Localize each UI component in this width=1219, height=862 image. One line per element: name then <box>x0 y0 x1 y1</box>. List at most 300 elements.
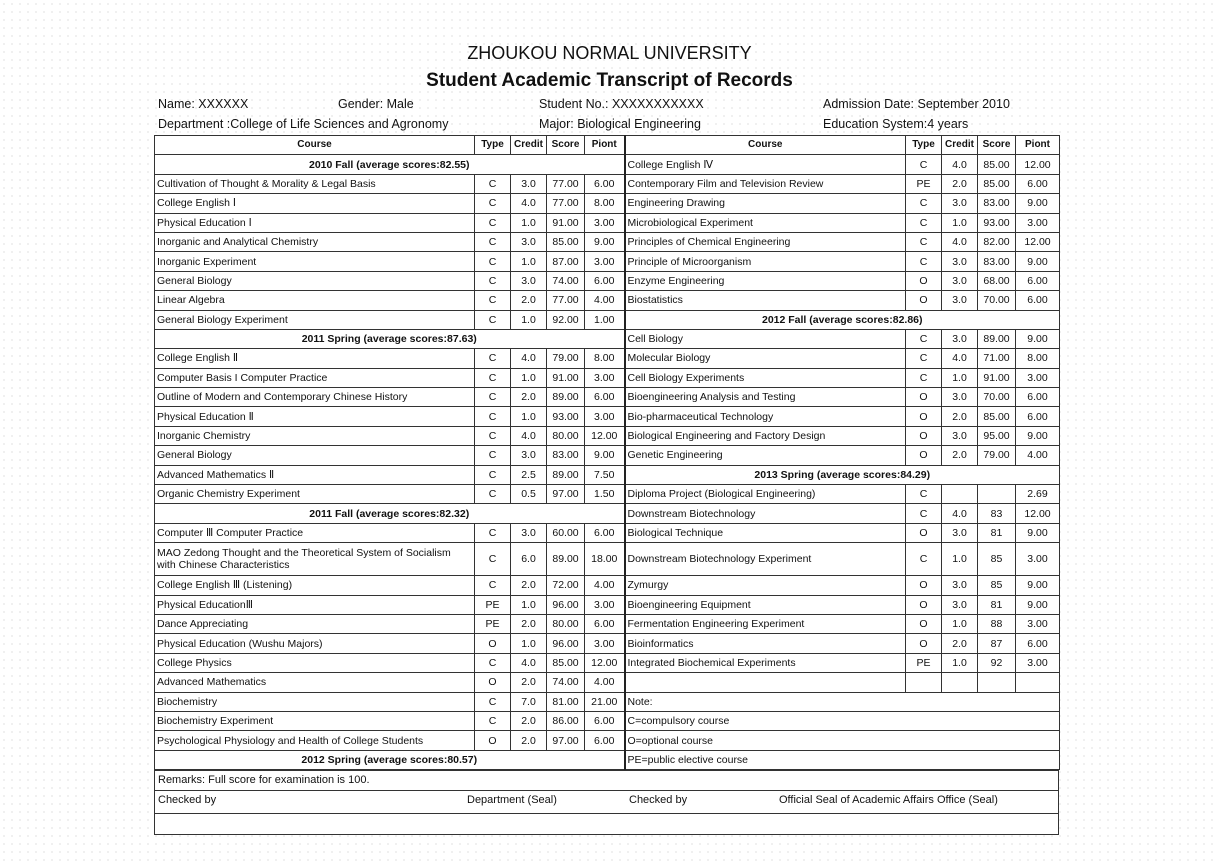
cell-course: Linear Algebra <box>155 291 475 310</box>
cell-type: O <box>475 673 511 692</box>
cell-course: College English Ⅰ <box>155 194 475 213</box>
cell-type: C <box>906 194 942 213</box>
cell-type: C <box>475 711 511 730</box>
department: Department :College of Life Sciences and Agronomy <box>158 117 449 131</box>
cell-type: C <box>475 291 511 310</box>
cell-course: Biostatistics <box>625 291 906 310</box>
cell-point: 12.00 <box>585 426 625 445</box>
education-system: Education System:4 years <box>823 117 969 131</box>
cell-course: College English Ⅳ <box>625 155 906 174</box>
cell-point: 3.00 <box>585 407 625 426</box>
cell-score: 79.00 <box>978 446 1016 465</box>
cell-type: C <box>475 174 511 193</box>
cell-type: C <box>906 155 942 174</box>
cell-type: O <box>906 595 942 614</box>
cell-course: Principles of Chemical Engineering <box>625 232 906 251</box>
cell-point: 7.50 <box>585 465 625 484</box>
cell-point: 3.00 <box>1016 653 1060 672</box>
cell-type: O <box>475 634 511 653</box>
cell-point: 3.00 <box>585 634 625 653</box>
cell-score: 80.00 <box>547 426 585 445</box>
cell-credit: 6.0 <box>511 543 547 576</box>
admission-date: Admission Date: September 2010 <box>823 97 1010 111</box>
checked-by-left: Checked by <box>158 794 217 806</box>
cell-point: 6.00 <box>1016 388 1060 407</box>
note-text: C=compulsory course <box>625 711 1060 730</box>
cell-score <box>978 673 1016 692</box>
cell-score: 60.00 <box>547 523 585 542</box>
col-point-header: Piont <box>1016 136 1060 155</box>
cell-score: 74.00 <box>547 673 585 692</box>
cell-point: 9.00 <box>1016 595 1060 614</box>
checked-by-right: Checked by <box>629 794 688 806</box>
cell-score: 85.00 <box>547 653 585 672</box>
cell-type: C <box>475 485 511 504</box>
table-row <box>155 692 1060 711</box>
cell-credit: 3.0 <box>942 194 978 213</box>
cell-credit: 1.0 <box>942 653 978 672</box>
student-number: Student No.: XXXXXXXXXXX <box>539 97 704 111</box>
cell-credit: 3.0 <box>942 576 978 595</box>
cell-point: 6.00 <box>585 614 625 633</box>
cell-course: Engineering Drawing <box>625 194 906 213</box>
cell-point: 3.00 <box>585 252 625 271</box>
cell-type: C <box>906 213 942 232</box>
table-row <box>155 194 1060 213</box>
cell-type: C <box>906 252 942 271</box>
cell-credit: 4.0 <box>942 504 978 523</box>
semester-heading: 2013 Spring (average scores:84.29) <box>625 465 1060 484</box>
cell-credit: 3.0 <box>511 446 547 465</box>
cell-course: Biochemistry <box>155 692 475 711</box>
cell-credit: 3.0 <box>511 523 547 542</box>
cell-course: Contemporary Film and Television Review <box>625 174 906 193</box>
cell-score: 93.00 <box>978 213 1016 232</box>
cell-score: 97.00 <box>547 731 585 750</box>
cell-credit: 1.0 <box>511 213 547 232</box>
cell-credit <box>942 673 978 692</box>
cell-point: 4.00 <box>1016 446 1060 465</box>
cell-credit: 1.0 <box>942 614 978 633</box>
cell-credit: 2.0 <box>942 634 978 653</box>
cell-course: Bioengineering Analysis and Testing <box>625 388 906 407</box>
cell-type: C <box>475 446 511 465</box>
university-name: ZHOUKOU NORMAL UNIVERSITY <box>467 43 752 63</box>
cell-course: Biological Technique <box>625 523 906 542</box>
cell-score: 93.00 <box>547 407 585 426</box>
cell-score: 91.00 <box>978 368 1016 387</box>
cell-point: 2.69 <box>1016 485 1060 504</box>
cell-point: 3.00 <box>1016 368 1060 387</box>
cell-type: C <box>475 368 511 387</box>
table-row <box>155 329 1060 348</box>
cell-type: C <box>906 504 942 523</box>
cell-type: C <box>475 194 511 213</box>
blank-row <box>154 814 1059 835</box>
cell-score: 87 <box>978 634 1016 653</box>
cell-score: 83.00 <box>547 446 585 465</box>
table-row <box>155 446 1060 465</box>
table-row <box>155 543 1060 576</box>
cell-type: C <box>475 523 511 542</box>
cell-score: 83.00 <box>978 194 1016 213</box>
cell-type: O <box>906 271 942 290</box>
cell-score: 85.00 <box>978 155 1016 174</box>
cell-course: Bio-pharmaceutical Technology <box>625 407 906 426</box>
cell-score: 95.00 <box>978 426 1016 445</box>
cell-course: Biochemistry Experiment <box>155 711 475 730</box>
cell-course: Molecular Biology <box>625 349 906 368</box>
cell-score: 77.00 <box>547 194 585 213</box>
cell-type: C <box>906 232 942 251</box>
cell-course: Physical Education Ⅱ <box>155 407 475 426</box>
cell-course: Inorganic and Analytical Chemistry <box>155 232 475 251</box>
cell-point: 6.00 <box>1016 634 1060 653</box>
cell-point: 3.00 <box>585 595 625 614</box>
col-course-header: Course <box>625 136 906 155</box>
cell-point: 9.00 <box>585 232 625 251</box>
cell-credit: 1.0 <box>942 368 978 387</box>
cell-course: Principle of Microorganism <box>625 252 906 271</box>
cell-point: 6.00 <box>585 388 625 407</box>
cell-credit: 0.5 <box>511 485 547 504</box>
cell-point: 3.00 <box>1016 543 1060 576</box>
cell-type: O <box>906 388 942 407</box>
cell-point: 12.00 <box>1016 504 1060 523</box>
cell-type: C <box>475 388 511 407</box>
semester-heading: 2011 Spring (average scores:87.63) <box>155 329 625 348</box>
department-seal: Department (Seal) <box>467 794 557 806</box>
cell-course: Microbiological Experiment <box>625 213 906 232</box>
cell-type: C <box>906 368 942 387</box>
cell-course: Physical Education Ⅰ <box>155 213 475 232</box>
cell-point: 12.00 <box>1016 155 1060 174</box>
cell-course: Diploma Project (Biological Engineering) <box>625 485 906 504</box>
transcript-footer <box>154 770 1059 835</box>
cell-credit: 2.0 <box>942 407 978 426</box>
cell-point: 6.00 <box>1016 407 1060 426</box>
cell-course: Zymurgy <box>625 576 906 595</box>
cell-score: 71.00 <box>978 349 1016 368</box>
cell-score: 77.00 <box>547 174 585 193</box>
cell-score: 80.00 <box>547 614 585 633</box>
table-row <box>155 310 1060 329</box>
cell-type: C <box>475 213 511 232</box>
table-row <box>155 523 1060 542</box>
cell-course: College English Ⅲ (Listening) <box>155 576 475 595</box>
cell-type: C <box>475 232 511 251</box>
cell-point: 8.00 <box>585 349 625 368</box>
cell-course: Downstream Biotechnology <box>625 504 906 523</box>
note-text: O=optional course <box>625 731 1060 750</box>
cell-score: 89.00 <box>978 329 1016 348</box>
cell-score: 92 <box>978 653 1016 672</box>
table-row <box>155 504 1060 523</box>
cell-point: 4.00 <box>585 673 625 692</box>
cell-point: 4.00 <box>585 576 625 595</box>
cell-point: 6.00 <box>585 523 625 542</box>
cell-type <box>906 673 942 692</box>
cell-credit: 1.0 <box>511 368 547 387</box>
cell-type: C <box>906 543 942 576</box>
cell-course: Cell Biology <box>625 329 906 348</box>
cell-course: Computer Ⅲ Computer Practice <box>155 523 475 542</box>
signature-row <box>154 791 1059 814</box>
table-row <box>155 213 1060 232</box>
table-row <box>155 407 1060 426</box>
cell-point: 12.00 <box>585 653 625 672</box>
cell-point: 6.00 <box>1016 174 1060 193</box>
cell-point: 3.00 <box>1016 213 1060 232</box>
cell-point: 9.00 <box>1016 523 1060 542</box>
cell-point: 9.00 <box>1016 426 1060 445</box>
cell-credit: 3.0 <box>942 329 978 348</box>
cell-type: C <box>475 543 511 576</box>
cell-course: Advanced Mathematics <box>155 673 475 692</box>
cell-type: C <box>475 349 511 368</box>
table-row <box>155 232 1060 251</box>
col-type-header: Type <box>906 136 942 155</box>
cell-credit: 4.0 <box>511 426 547 445</box>
cell-type: O <box>906 446 942 465</box>
cell-credit: 2.0 <box>511 576 547 595</box>
cell-score: 89.00 <box>547 543 585 576</box>
cell-score: 85.00 <box>547 232 585 251</box>
cell-point: 6.00 <box>585 271 625 290</box>
cell-course: Integrated Biochemical Experiments <box>625 653 906 672</box>
table-row <box>155 595 1060 614</box>
cell-type: C <box>906 485 942 504</box>
col-score-header: Score <box>547 136 585 155</box>
cell-score: 81.00 <box>547 692 585 711</box>
cell-type: PE <box>475 614 511 633</box>
cell-course: MAO Zedong Thought and the Theoretical System of Socialism with Chinese Characteristics <box>155 543 475 576</box>
cell-course: Organic Chemistry Experiment <box>155 485 475 504</box>
cell-score <box>978 485 1016 504</box>
cell-credit <box>942 485 978 504</box>
cell-type: C <box>475 653 511 672</box>
cell-type: PE <box>906 653 942 672</box>
cell-point: 4.00 <box>585 291 625 310</box>
cell-type: C <box>475 426 511 445</box>
cell-credit: 3.0 <box>942 291 978 310</box>
cell-point: 6.00 <box>1016 271 1060 290</box>
cell-point: 8.00 <box>1016 349 1060 368</box>
cell-point: 3.00 <box>1016 614 1060 633</box>
cell-point <box>1016 673 1060 692</box>
cell-course: Dance Appreciating <box>155 614 475 633</box>
cell-credit: 2.0 <box>511 731 547 750</box>
col-credit-header: Credit <box>942 136 978 155</box>
cell-course: Cell Biology Experiments <box>625 368 906 387</box>
cell-score: 89.00 <box>547 465 585 484</box>
table-row <box>155 291 1060 310</box>
semester-heading: 2011 Fall (average scores:82.32) <box>155 504 625 523</box>
cell-type: C <box>475 310 511 329</box>
cell-credit: 3.0 <box>942 426 978 445</box>
cell-type: C <box>475 576 511 595</box>
cell-point: 9.00 <box>1016 194 1060 213</box>
col-point-header: Piont <box>585 136 625 155</box>
cell-score: 81 <box>978 523 1016 542</box>
cell-score: 83 <box>978 504 1016 523</box>
table-row <box>155 576 1060 595</box>
cell-point: 21.00 <box>585 692 625 711</box>
cell-score: 68.00 <box>978 271 1016 290</box>
col-type-header: Type <box>475 136 511 155</box>
cell-credit: 3.0 <box>511 232 547 251</box>
cell-score: 96.00 <box>547 595 585 614</box>
cell-type: PE <box>906 174 942 193</box>
cell-course: Genetic Engineering <box>625 446 906 465</box>
cell-score: 91.00 <box>547 368 585 387</box>
cell-credit: 3.0 <box>942 271 978 290</box>
cell-credit: 3.0 <box>942 252 978 271</box>
cell-type: PE <box>475 595 511 614</box>
cell-score: 70.00 <box>978 388 1016 407</box>
transcript-table <box>154 135 1060 770</box>
table-row <box>155 634 1060 653</box>
cell-score: 97.00 <box>547 485 585 504</box>
cell-point: 9.00 <box>1016 252 1060 271</box>
cell-course: Physical EducationⅢ <box>155 595 475 614</box>
cell-credit: 4.0 <box>511 194 547 213</box>
cell-course: Enzyme Engineering <box>625 271 906 290</box>
cell-credit: 1.0 <box>511 252 547 271</box>
cell-point: 1.50 <box>585 485 625 504</box>
cell-score: 79.00 <box>547 349 585 368</box>
cell-score: 74.00 <box>547 271 585 290</box>
cell-credit: 4.0 <box>942 232 978 251</box>
cell-type: O <box>906 291 942 310</box>
table-row <box>155 155 1060 174</box>
student-name: Name: XXXXXX <box>158 97 249 111</box>
cell-credit: 1.0 <box>942 543 978 576</box>
cell-course: College English Ⅱ <box>155 349 475 368</box>
cell-point: 6.00 <box>585 731 625 750</box>
cell-point: 9.00 <box>1016 576 1060 595</box>
cell-credit: 7.0 <box>511 692 547 711</box>
major: Major: Biological Engineering <box>539 117 701 131</box>
cell-score: 85 <box>978 576 1016 595</box>
cell-credit: 4.0 <box>511 349 547 368</box>
cell-type: O <box>475 731 511 750</box>
cell-type: C <box>475 465 511 484</box>
cell-point: 6.00 <box>585 174 625 193</box>
cell-course: College Physics <box>155 653 475 672</box>
cell-course <box>625 673 906 692</box>
table-row <box>155 271 1060 290</box>
table-row <box>155 465 1060 484</box>
cell-credit: 3.0 <box>511 174 547 193</box>
cell-credit: 2.0 <box>511 388 547 407</box>
cell-score: 85.00 <box>978 174 1016 193</box>
table-row <box>155 673 1060 692</box>
semester-heading: 2010 Fall (average scores:82.55) <box>155 155 625 174</box>
cell-credit: 3.0 <box>942 388 978 407</box>
student-gender: Gender: Male <box>338 97 414 111</box>
table-row <box>155 750 1060 769</box>
table-row <box>155 731 1060 750</box>
cell-type: O <box>906 614 942 633</box>
cell-credit: 1.0 <box>942 213 978 232</box>
table-row <box>155 388 1060 407</box>
cell-credit: 1.0 <box>511 407 547 426</box>
cell-course: Inorganic Chemistry <box>155 426 475 445</box>
cell-point: 8.00 <box>585 194 625 213</box>
cell-credit: 2.0 <box>511 711 547 730</box>
cell-score: 96.00 <box>547 634 585 653</box>
col-course-header: Course <box>155 136 475 155</box>
table-row <box>155 252 1060 271</box>
cell-score: 81 <box>978 595 1016 614</box>
cell-score: 87.00 <box>547 252 585 271</box>
cell-credit: 1.0 <box>511 310 547 329</box>
cell-score: 88 <box>978 614 1016 633</box>
cell-type: O <box>906 407 942 426</box>
remarks-row <box>154 770 1059 791</box>
cell-credit: 3.0 <box>942 595 978 614</box>
cell-point: 9.00 <box>1016 329 1060 348</box>
cell-course: Outline of Modern and Contemporary Chinese History <box>155 388 475 407</box>
table-row <box>155 368 1060 387</box>
table-row <box>155 614 1060 633</box>
note-text: Note: <box>625 692 1060 711</box>
cell-score: 91.00 <box>547 213 585 232</box>
cell-course: General Biology Experiment <box>155 310 475 329</box>
cell-score: 70.00 <box>978 291 1016 310</box>
cell-type: C <box>906 329 942 348</box>
cell-type: O <box>906 523 942 542</box>
cell-score: 85.00 <box>978 407 1016 426</box>
cell-course: Bioengineering Equipment <box>625 595 906 614</box>
cell-credit: 4.0 <box>942 349 978 368</box>
cell-course: Fermentation Engineering Experiment <box>625 614 906 633</box>
cell-score: 92.00 <box>547 310 585 329</box>
remarks-text: Remarks: Full score for examination is 100. <box>158 774 370 786</box>
table-row <box>155 426 1060 445</box>
cell-type: C <box>475 271 511 290</box>
cell-course: Psychological Physiology and Health of College Students <box>155 731 475 750</box>
cell-course: Computer Basis I Computer Practice <box>155 368 475 387</box>
cell-type: C <box>906 349 942 368</box>
cell-point: 12.00 <box>1016 232 1060 251</box>
cell-point: 3.00 <box>585 213 625 232</box>
cell-credit: 2.0 <box>942 446 978 465</box>
semester-heading: 2012 Spring (average scores:80.57) <box>155 750 625 769</box>
col-score-header: Score <box>978 136 1016 155</box>
table-row <box>155 711 1060 730</box>
table-row <box>155 174 1060 193</box>
cell-credit: 4.0 <box>942 155 978 174</box>
cell-type: C <box>475 407 511 426</box>
cell-type: O <box>906 576 942 595</box>
cell-type: C <box>475 692 511 711</box>
cell-course: Cultivation of Thought & Morality & Legal Basis <box>155 174 475 193</box>
cell-credit: 1.0 <box>511 634 547 653</box>
cell-course: Biological Engineering and Factory Design <box>625 426 906 445</box>
cell-credit: 3.0 <box>942 523 978 542</box>
column-header-row <box>155 136 1060 155</box>
cell-score: 89.00 <box>547 388 585 407</box>
cell-type: C <box>475 252 511 271</box>
cell-point: 6.00 <box>585 711 625 730</box>
table-row <box>155 349 1060 368</box>
transcript-title: Student Academic Transcript of Records <box>426 70 793 91</box>
cell-credit: 2.0 <box>511 614 547 633</box>
cell-credit: 2.0 <box>511 291 547 310</box>
cell-course: Bioinformatics <box>625 634 906 653</box>
